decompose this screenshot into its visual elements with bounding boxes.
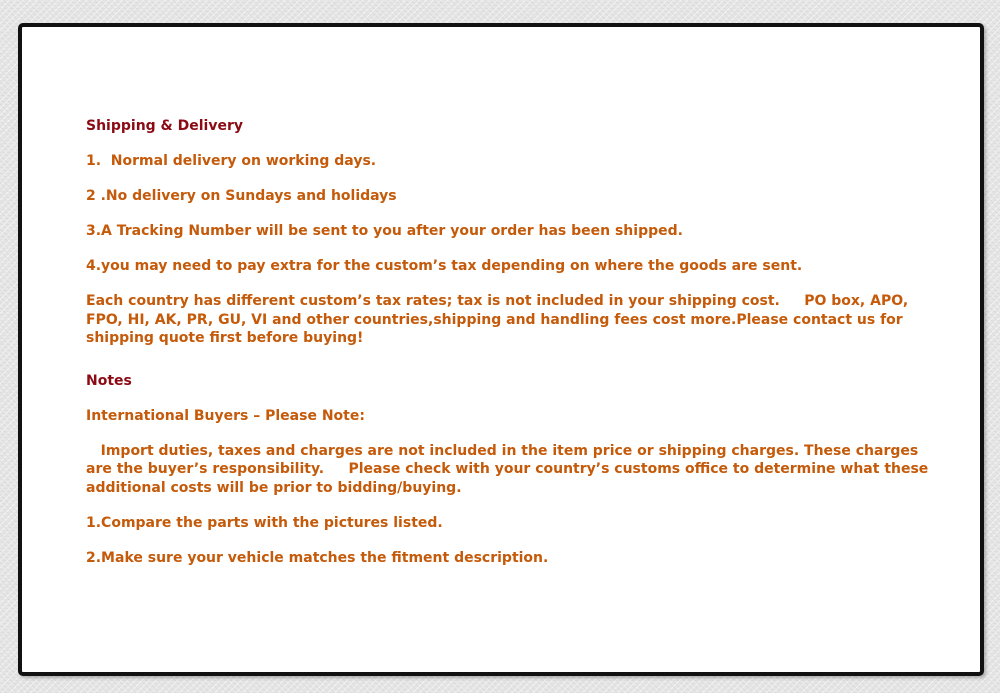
international-buyers-text: Import duties, taxes and charges are not included in the item price or shipping charges. These charges are the buyer’s responsibility. Please check with your country’s customs office to determine what these additional costs will be prior to bidding/buying. <box>86 442 934 496</box>
shipping-item-4: 4.you may need to pay extra for the custom’s tax depending on where the goods are sent. <box>86 258 803 274</box>
content-panel <box>18 23 984 676</box>
notes-heading: Notes <box>86 372 132 389</box>
shipping-item-1: 1. Normal delivery on working days. <box>86 153 377 169</box>
international-buyers-title: International Buyers – Please Note: <box>86 407 365 424</box>
shipping-heading: Shipping & Delivery <box>86 118 244 134</box>
notes-item-2: 2.Make sure your vehicle matches the fitment description. <box>86 549 549 566</box>
notes-item-1: 1.Compare the parts with the pictures listed. <box>86 514 443 531</box>
shipping-item-3: 3.A Tracking Number will be sent to you after your order has been shipped. <box>86 223 683 239</box>
tax-note: Each country has different custom’s tax rates; tax is not included in your shipping cost. PO box, APO, FPO, HI, AK, PR, GU, VI and other countries,shipping and handling fees cost more.Please contact us for shipping quote first before buying! <box>86 293 914 346</box>
listing-description <box>86 117 936 584</box>
shipping-item-2: 2 .No delivery on Sundays and holidays <box>86 188 397 204</box>
